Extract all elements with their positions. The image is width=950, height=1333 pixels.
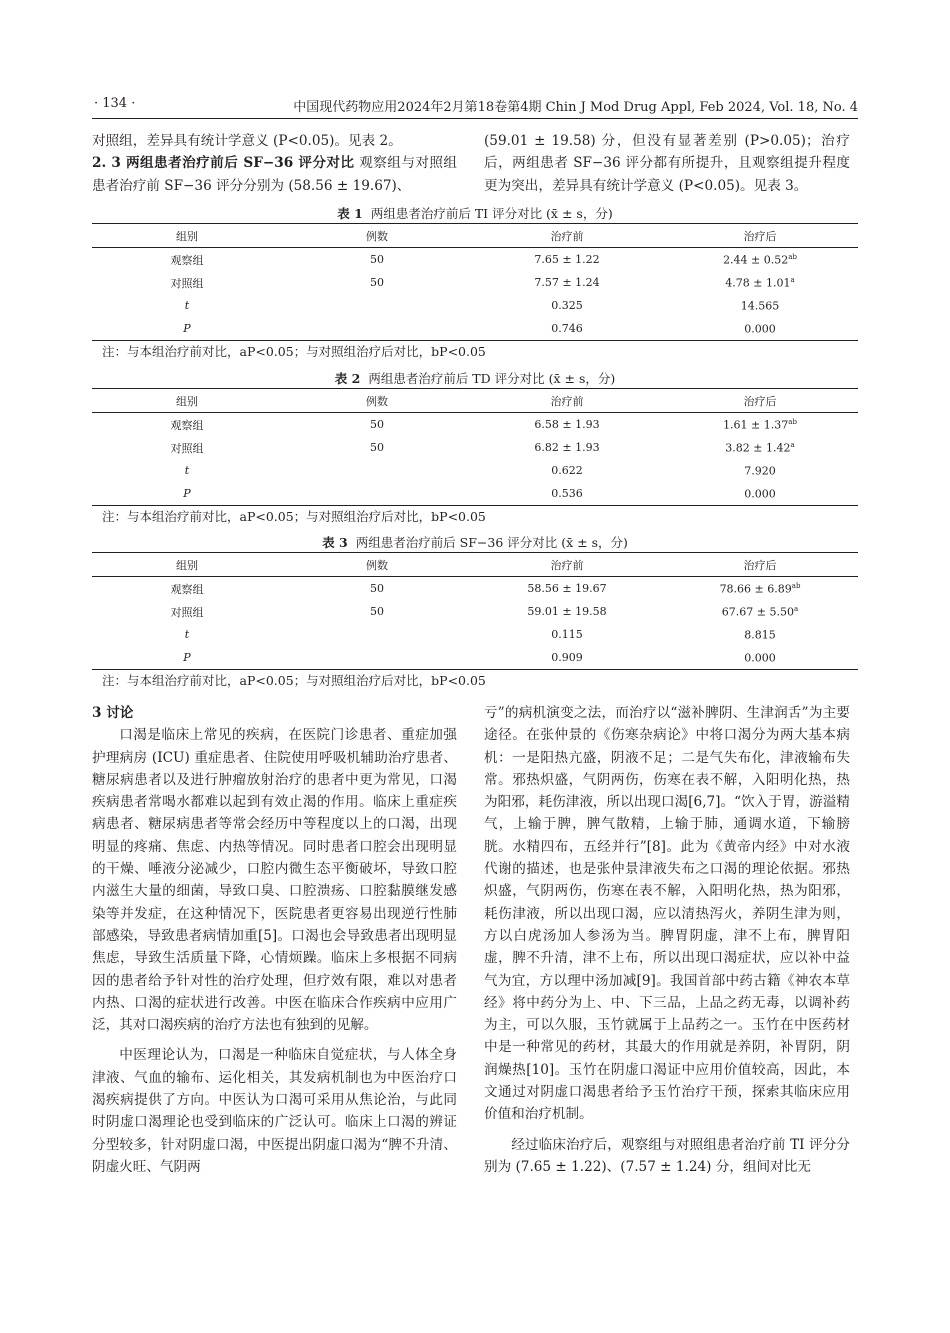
table-label: 表 2 — [334, 371, 361, 386]
count-cell — [282, 623, 472, 646]
after-cell-wrap — [662, 294, 858, 317]
after-cell: 7.920 — [744, 464, 776, 478]
top-left-column — [92, 130, 457, 197]
discussion-left-column — [92, 702, 457, 1178]
table-row — [92, 600, 858, 623]
table-caption — [92, 534, 858, 552]
column-header: 例数 — [282, 553, 472, 577]
after-cell: 4.78 ± 1.01 — [725, 276, 791, 290]
table-row — [92, 294, 858, 317]
page-number: · 134 · — [94, 96, 136, 111]
before-cell: 0.115 — [551, 628, 583, 641]
column-header: 治疗前 — [472, 224, 662, 248]
data-table — [92, 552, 858, 670]
after-cell-wrap — [662, 413, 858, 437]
group-cell: 对照组 — [170, 605, 204, 619]
after-cell: 0.000 — [744, 322, 776, 336]
after-cell-wrap — [662, 459, 858, 482]
before-cell: 0.536 — [551, 487, 583, 500]
group-cell: 观察组 — [170, 418, 204, 432]
after-cell-wrap — [662, 482, 858, 506]
discussion-paragraph-3: 亏”的病机演变之法，而治疗以“滋补脾阴、生津润舌”为主要途径。在张仲景的《伤寒杂病论》中将口渴分为两大基本病机：一是阳热亢盛，阴液不足；二是气失布化，津液输布失常。邪热炽盛，气阴两伤，伤寒在表不解，入阳明化热，热为阳邪，耗伤津液，所以出现口渴[6,7]。“饮入于胃，游溢精气，上输于脾，脾气散精，上输于肺，通调水道，下输膀胱。水精四布，五经并行”[8]。此为《黄帝内经》中对水液代谢的描述，也是张仲景津液失布之口渴的理论依据。邪热炽盛，气阴两伤，伤寒在表不解，入阳明化热，热为阳邪，耗伤津液，所以出现口渴，应以清热泻火，养阴生津为则，方以白虎汤加人参汤为当。脾胃阴虚，津不上布，脾胃阳虚，脾不升清，津不上布，所以出现口渴症状，应以补中益气为宜，方以理中汤加减[9]。我国首部中药古籍《神农本草经》将中药分为上、中、下三品，上品之药无毒，以调补药为主，可以久服，玉竹就属于上品药之一。玉竹在中医药材中是一种常见的药材，其最大的作用就是养阴，补胃阴，阴润燥热[10]。玉竹在阴虚口渴证中应用价值较高，因此，本文通过对阴虚口渴患者给予玉竹治疗干预，探索其临床应用价值和治疗机制。 — [484, 705, 850, 1123]
after-cell-wrap — [662, 577, 858, 601]
table-row — [92, 413, 858, 437]
count-cell — [282, 294, 472, 317]
data-table — [92, 388, 858, 506]
discussion-heading: 3 讨论 — [92, 705, 134, 721]
column-header: 例数 — [282, 224, 472, 248]
table-note: 注：与本组治疗前对比，aP<0.05；与对照组治疗后对比，bP<0.05 — [102, 673, 486, 688]
group-cell: t — [184, 628, 190, 641]
before-cell: 59.01 ± 19.58 — [527, 605, 607, 618]
running-header — [92, 96, 858, 119]
significance-mark: ab — [788, 417, 797, 426]
column-header: 组别 — [92, 224, 282, 248]
before-cell: 7.57 ± 1.24 — [534, 276, 600, 289]
table-2 — [92, 370, 858, 528]
column-header: 治疗前 — [472, 389, 662, 413]
before-cell: 6.58 ± 1.93 — [534, 418, 600, 431]
significance-mark: a — [790, 275, 795, 284]
table-label: 表 1 — [337, 206, 363, 221]
after-cell-wrap — [662, 436, 858, 459]
after-cell: 78.66 ± 6.89 — [719, 582, 792, 596]
discussion-paragraph-2: 中医理论认为，口渴是一种临床自觉症状，与人体全身津液、气血的输布、运化相关，其发病机制也为中医治疗口渴疾病提供了方向。中医认为口渴可采用从焦论治，与此同时阴虚口渴理论也受到临床的广泛认可。临床上口渴的辨证分型较多，针对阴虚口渴，中医提出阴虚口渴为“脾不升清、阴虚火旺、气阴两 — [92, 1047, 457, 1175]
column-header: 组别 — [92, 389, 282, 413]
count-cell — [282, 646, 472, 670]
table-note: 注：与本组治疗前对比，aP<0.05；与对照组治疗后对比，bP<0.05 — [102, 509, 486, 524]
before-cell: 58.56 ± 19.67 — [527, 582, 607, 595]
count-cell — [282, 482, 472, 506]
after-cell-wrap — [662, 248, 858, 272]
after-cell-wrap — [662, 623, 858, 646]
significance-mark: ab — [788, 252, 797, 261]
column-header: 治疗前 — [472, 553, 662, 577]
after-cell-wrap — [662, 646, 858, 670]
after-cell-wrap — [662, 271, 858, 294]
significance-mark: a — [790, 440, 795, 449]
before-cell: 7.65 ± 1.22 — [534, 253, 600, 266]
before-cell: 0.325 — [551, 299, 583, 312]
count-cell: 50 — [370, 441, 384, 454]
column-header: 治疗后 — [662, 389, 858, 413]
table-caption — [92, 205, 858, 223]
significance-mark: a — [794, 604, 799, 613]
group-cell: P — [183, 651, 191, 664]
journal-citation: 中国现代药物应用2024年2月第18卷第4期 Chin J Mod Drug Appl, Feb 2024, Vol. 18, No. 4 — [293, 100, 858, 115]
significance-mark: ab — [791, 581, 801, 590]
count-cell: 50 — [370, 418, 384, 431]
count-cell — [282, 317, 472, 341]
group-cell: P — [183, 487, 191, 500]
section-2-3-title: 2. 3 两组患者治疗前后 SF−36 评分对比 — [92, 155, 355, 172]
table-title: 两组患者治疗前后 TI 评分对比 (x̄ ± s，分) — [370, 206, 613, 221]
discussion-paragraph-1: 口渴是临床上常见的疾病，在医院门诊患者、重症加强护理病房 (ICU) 重症患者、住院使用呼吸机辅助治疗患者、糖尿病患者以及进行肿瘤放射治疗的患者中更为常见，口渴疾病患者常喝水都难以起到有效止渴的作用。临床上重症疾病患者、糖尿病患者等常会经历中等程度以上的口渴，出现明显的疼痛、焦虑、内热等情况。同时患者口腔会出现明显的干燥、唾液分泌减少，口腔内微生态平衡破坏，导致口腔内滋生大量的细菌，导致口臭、口腔溃疡、口腔黏膜继发感染等并发症，在这种情况下，医院患者更容易出现逆行性肺部感染，导致患者病情加重[5]。口渴也会导致患者出现明显焦虑，导致生活质量下降，心情烦躁。临床上多根据不同病因的患者给予针对性的治疗处理，但疗效有限，难以对患者内热、口渴的症状进行改善。中医在临床合作疾病中应用广泛，其对口渴疾病的治疗方法也有独到的见解。 — [92, 727, 457, 1034]
table-row — [92, 482, 858, 506]
table-1 — [92, 205, 858, 363]
table-label: 表 3 — [322, 535, 348, 550]
table-row — [92, 436, 858, 459]
group-cell: 观察组 — [170, 253, 204, 267]
after-cell-wrap — [662, 317, 858, 341]
table-row — [92, 646, 858, 670]
table-row — [92, 271, 858, 294]
after-cell: 0.000 — [744, 487, 776, 501]
table-caption — [92, 370, 858, 388]
before-cell: 0.622 — [551, 464, 583, 477]
column-header: 组别 — [92, 553, 282, 577]
after-cell: 8.815 — [744, 628, 776, 642]
top-right-column — [484, 130, 850, 197]
before-cell: 0.909 — [551, 651, 583, 664]
continuation-line: 对照组，差异具有统计学意义 (P<0.05)。见表 2。 — [92, 133, 402, 149]
after-cell: 67.67 ± 5.50 — [721, 605, 794, 619]
after-cell: 14.565 — [740, 299, 780, 313]
count-cell: 50 — [370, 605, 384, 618]
discussion-right-column — [484, 702, 850, 1178]
after-cell: 3.82 ± 1.42 — [725, 441, 791, 455]
discussion-paragraph-4: 经过临床治疗后，观察组与对照组患者治疗前 TI 评分分别为 (7.65 ± 1.22)、(7.57 ± 1.24) 分，组间对比无 — [484, 1136, 850, 1175]
before-cell: 0.746 — [551, 322, 583, 335]
table-row — [92, 248, 858, 272]
count-cell: 50 — [370, 582, 384, 595]
column-header: 治疗后 — [662, 224, 858, 248]
after-cell-wrap — [662, 600, 858, 623]
group-cell: 对照组 — [170, 441, 204, 455]
before-cell: 6.82 ± 1.93 — [534, 441, 600, 454]
column-header: 例数 — [282, 389, 472, 413]
table-row — [92, 623, 858, 646]
data-table — [92, 223, 858, 341]
table-note: 注：与本组治疗前对比，aP<0.05；与对照组治疗后对比，bP<0.05 — [102, 344, 486, 359]
group-cell: t — [184, 464, 190, 477]
table-row — [92, 577, 858, 601]
table-title: 两组患者治疗前后 SF−36 评分对比 (x̄ ± s，分) — [355, 535, 628, 550]
top-right-text: (59.01 ± 19.58) 分，但没有显著差别 (P>0.05)；治疗后，两组患者 SF−36 评分都有所提升，且观察组提升程度更为突出，差异具有统计学意义 (P<0.05)。见表 3。 — [484, 133, 850, 194]
count-cell — [282, 459, 472, 482]
table-row — [92, 317, 858, 341]
group-cell: 对照组 — [170, 276, 204, 290]
count-cell: 50 — [370, 253, 384, 266]
table-title: 两组患者治疗前后 TD 评分对比 (x̄ ± s，分) — [368, 371, 616, 386]
group-cell: 观察组 — [170, 582, 204, 596]
table-row — [92, 459, 858, 482]
count-cell: 50 — [370, 276, 384, 289]
column-header: 治疗后 — [662, 553, 858, 577]
section-2-3-text: 观察组与对照组患者治疗前 SF−36 评分分别为 (58.56 ± 19.67)、 — [92, 155, 458, 194]
group-cell: t — [184, 299, 190, 312]
after-cell: 0.000 — [744, 651, 776, 665]
group-cell: P — [183, 322, 191, 335]
after-cell: 1.61 ± 1.37 — [723, 418, 789, 432]
after-cell: 2.44 ± 0.52 — [723, 253, 789, 267]
table-3 — [92, 534, 858, 692]
